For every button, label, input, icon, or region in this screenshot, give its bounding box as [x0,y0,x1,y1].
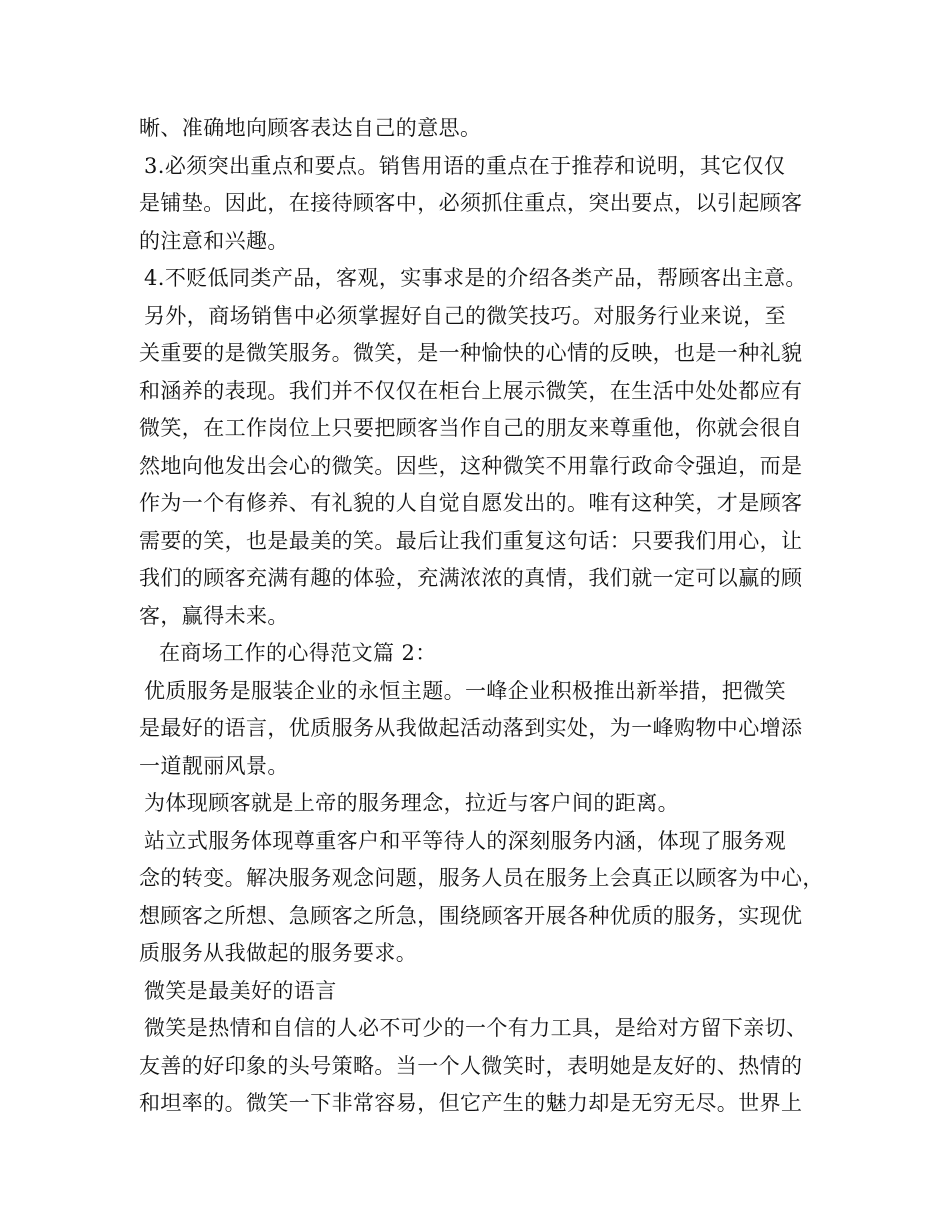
text-line: 另外，商场销售中必须掌握好自己的微笑技巧。对服务行业来说，至 [144,303,786,328]
text-line: 是最好的语言，优质服务从我做起活动落到实处，为一峰购物中心增添 [139,716,803,740]
document-body [139,110,829,1123]
text-line: 晰、准确地向顾客表达自己的意思。 [139,116,482,140]
text-line: 友善的好印象的头号策略。当一个人微笑时，表明她是友好的、热情的 [139,1053,803,1078]
text-line: 和坦率的。微笑一下非常容易，但它产生的魅力却是无穷无尽。世界上 [139,1091,803,1115]
text-line: 想顾客之所想、急顾客之所急，围绕顾客开展各种优质的服务，实现优 [139,903,803,928]
text-line: 4.不贬低同类产品，客观，实事求是的介绍各类产品，帮顾客出主意。 [144,266,807,290]
section-heading: 在商场工作的心得范文篇 2： [159,641,437,665]
text-line: 关重要的是微笑服务。微笑，是一种愉快的心情的反映，也是一种礼貌 [139,341,803,365]
text-line: 我们的顾客充满有趣的体验，充满浓浓的真情，我们就一定可以赢的顾 [139,566,803,590]
text-line: 然地向他发出会心的微笑。因些，这种微笑不用靠行政命令强迫，而是 [139,453,803,478]
text-line: 作为一个有修养、有礼貌的人自觉自愿发出的。唯有这种笑，才是顾客 [139,491,803,515]
text-line: 是铺垫。因此，在接待顾客中，必须抓住重点，突出要点，以引起顾客 [139,191,803,215]
text-line: 微笑，在工作岗位上只要把顾客当作自己的朋友来尊重他，你就会很自 [139,416,803,440]
text-line: 微笑是热情和自信的人必不可少的一个有力工具，是给对方留下亲切、 [144,1016,808,1040]
text-line: 3.必须突出重点和要点。销售用语的重点在于推荐和说明，其它仅仅 [144,153,786,178]
text-line: 和涵养的表现。我们并不仅仅在柜台上展示微笑，在生活中处处都应有 [139,378,803,403]
text-line: 客，赢得未来。 [139,603,289,628]
text-line: 为体现顾客就是上帝的服务理念，拉近与客户间的距离。 [144,791,679,815]
text-line: 念的转变。解决服务观念问题，服务人员在服务上会真正以顾客为中心， [139,866,824,890]
text-line: 优质服务是服装企业的永恒主题。一峰企业积极推出新举措，把微笑 [144,678,786,703]
text-line: 需要的笑，也是最美的笑。最后让我们重复这句话：只要我们用心，让 [139,528,803,553]
text-line: 质服务从我做起的服务要求。 [139,941,418,965]
text-line: 的注意和兴趣。 [139,228,289,253]
text-line: 一道靓丽风景。 [139,753,289,778]
text-line: 站立式服务体现尊重客户和平等待人的深刻服务内涵，体现了服务观 [144,828,786,853]
subheading: 微笑是最美好的语言 [144,978,337,1003]
